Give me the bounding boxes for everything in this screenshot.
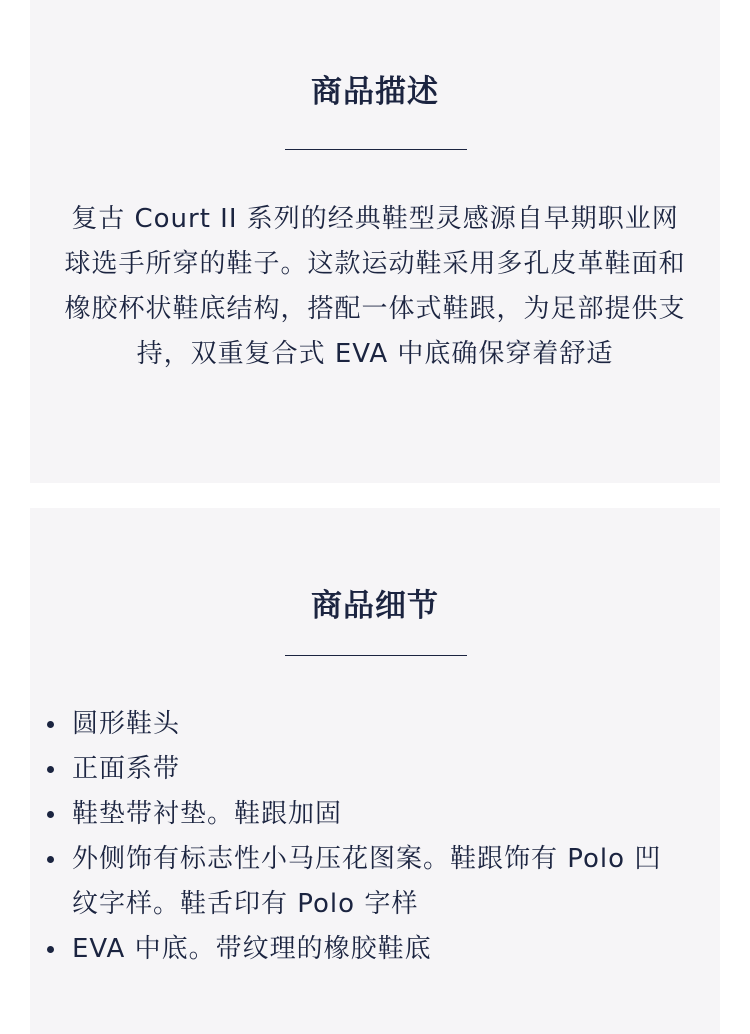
bullet-icon [47,766,54,773]
bullet-icon [47,856,54,863]
detail-item [72,927,682,972]
bullet-icon [47,721,54,728]
detail-item-text: 正面系带 [72,754,181,784]
detail-item-text: 鞋垫带衬垫。鞋跟加固 [72,799,343,829]
product-details-title: 商品细节 [311,588,439,624]
detail-item [72,792,682,837]
bullet-icon [47,811,54,818]
product-details-section [30,508,720,1034]
product-description-section [30,0,720,483]
title-divider [285,149,467,150]
detail-item-text: 圆形鞋头 [72,709,181,739]
detail-item [72,702,682,747]
detail-item-text: 外侧饰有标志性小马压花图案。鞋跟饰有 Polo 凹纹字样。鞋舌印有 Polo 字样 [72,844,662,919]
product-description-title: 商品描述 [311,74,439,110]
title-divider [285,655,467,656]
product-details-list [72,702,682,972]
detail-item [72,747,682,792]
detail-item [72,837,682,927]
detail-item-text: EVA 中底。带纹理的橡胶鞋底 [72,934,432,964]
product-description-text: 复古 Court II 系列的经典鞋型灵感源自早期职业网球选手所穿的鞋子。这款运动鞋采用多孔皮革鞋面和橡胶杯状鞋底结构，搭配一体式鞋跟，为足部提供支持，双重复合式 EVA 中底确保穿着舒适 [64,204,686,369]
bullet-icon [47,946,54,953]
